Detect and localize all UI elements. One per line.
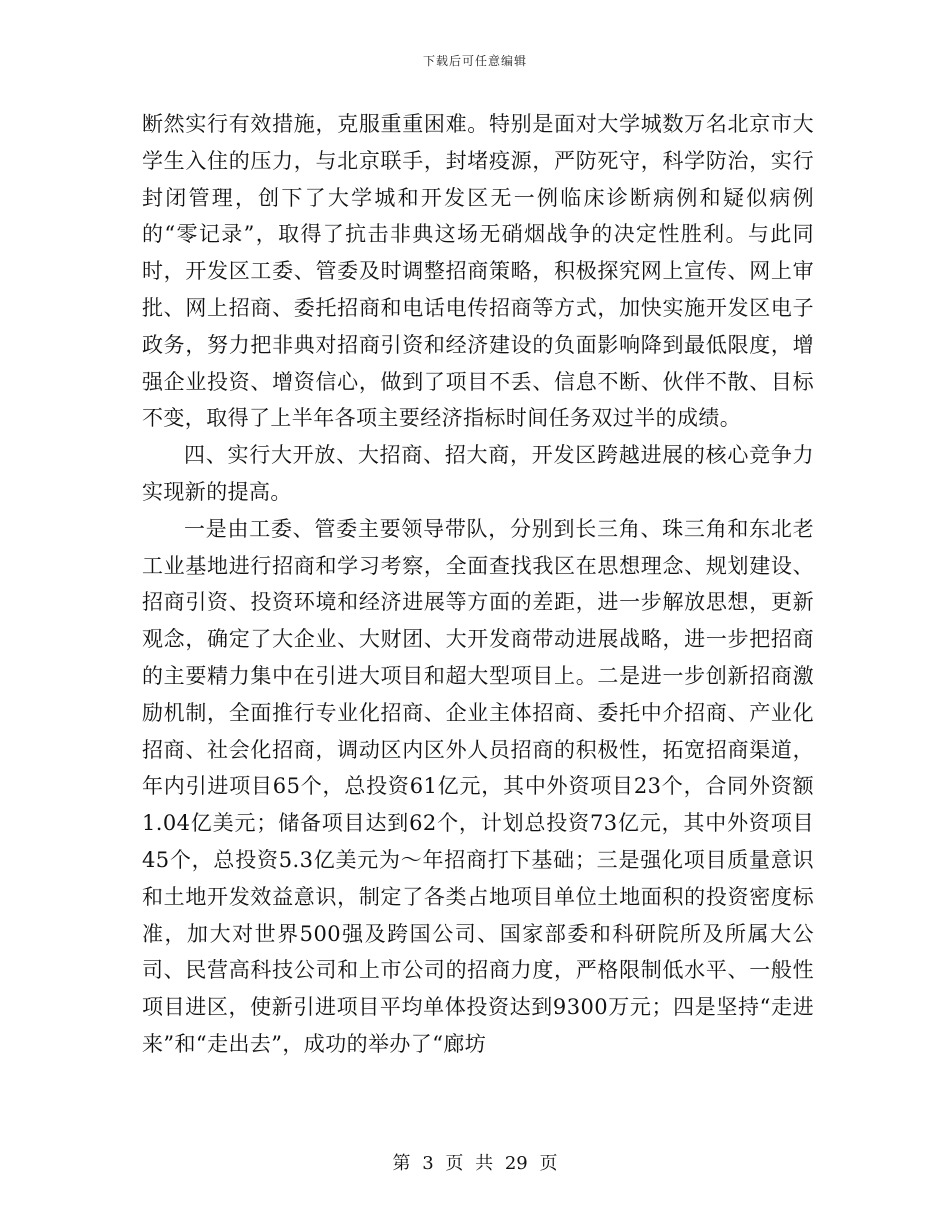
document-body (142, 106, 814, 1063)
paragraph-3: 一是由工委、管委主要领导带队，分别到长三角、珠三角和东北老工业基地进行招商和学习考察，全面查找我区在思想理念、规划建设、招商引资、投资环境和经济进展等方面的差距，进一步解放思想，更新观念，确定了大企业、大财团、大开发商带动进展战略，进一步把招商的主要精力集中在引进大项目和超大型项目上。二是进一步创新招商激励机制，全面推行专业化招商、企业主体招商、委托中介招商、产业化招商、社会化招商，调动区内区外人员招商的积极性，拓宽招商渠道，年内引进项目65个，总投资61亿元，其中外资项目23个，合同外资额1.04亿美元；储备项目达到62个，计划总投资73亿元，其中外资项目45个，总投资5.3亿美元为～年招商打下基础；三是强化项目质量意识和土地开发效益意识，制定了各类占地项目单位土地面积的投资密度标准，加大对世界500强及跨国公司、国家部委和科研院所及所属大公司、民营高科技公司和上市公司的招商力度，严格限制低水平、一般性项目进区，使新引进项目平均单体投资达到9300万元；四是坚持“走进来”和“走出去”，成功的举办了“廊坊 (142, 516, 814, 1056)
paragraph-2-section-heading: 四、实行大开放、大招商、招大商，开发区跨越进展的核心竞争力实现新的提高。 (142, 443, 814, 504)
paragraph-1: 断然实行有效措施，克服重重困难。特别是面对大学城数万名北京市大学生入住的压力，与北京联手，封堵疫源，严防死守，科学防治，实行封闭管理，创下了大学城和开发区无一例临床诊断病例和疑似病例的“零记录”，取得了抗击非典这场无硝烟战争的决定性胜利。与此同时，开发区工委、管委及时调整招商策略，积极探究网上宣传、网上审批、网上招商、委托招商和电话电传招商等方式，加快实施开发区电子政务，努力把非典对招商引资和经济建设的负面影响降到最低限度，增强企业投资、增资信心，做到了项目不丢、信息不断、伙伴不散、目标不变，取得了上半年各项主要经济指标时间任务双过半的成绩。 (142, 112, 814, 431)
page-number-footer: 第 3 页 共 29 页 (392, 1153, 558, 1174)
page-header: 下载后可任意编辑 (422, 54, 527, 68)
